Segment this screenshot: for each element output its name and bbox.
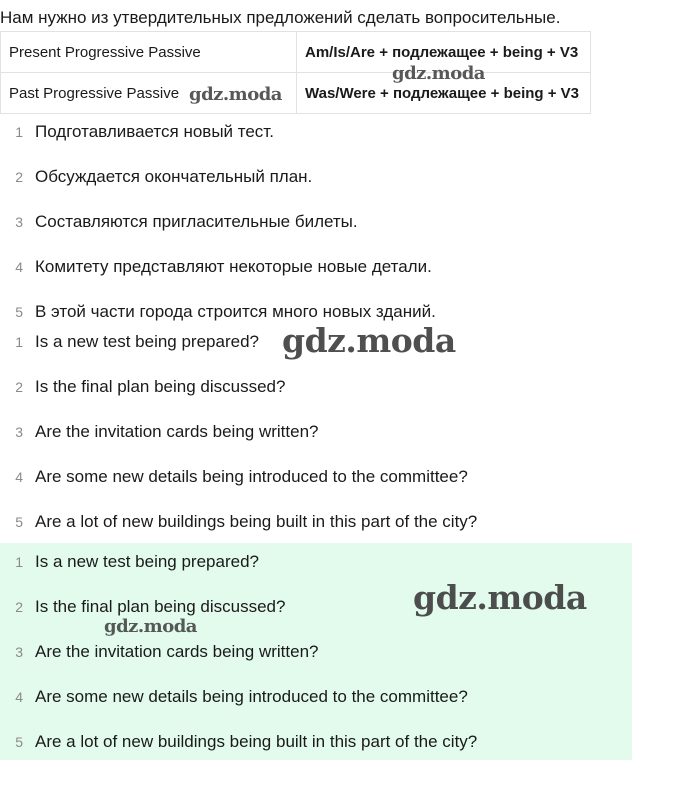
answer-block: [0, 543, 632, 760]
tense-name-cell: Present Progressive Passive: [1, 32, 297, 73]
item-number: 2: [15, 169, 23, 185]
list-item: [0, 250, 632, 295]
answer-text: Is the final plan being discussed?: [35, 597, 286, 616]
watermark-logo: gdz.moda: [189, 84, 282, 105]
list-item: [0, 680, 632, 725]
sentence-text: В этой части города строится много новых зданий.: [35, 302, 436, 321]
watermark-logo: gdz.moda: [282, 321, 456, 360]
item-number: 4: [15, 689, 23, 705]
table-row: [1, 73, 591, 114]
question-text: Are the invitation cards being written?: [35, 422, 319, 441]
formula-cell: Am/Is/Are + подлежащее + being + V3: [297, 32, 591, 73]
item-number: 2: [15, 379, 23, 395]
list-item: [0, 460, 632, 505]
answer-text: Are a lot of new buildings being built in this part of the city?: [35, 732, 478, 751]
item-number: 5: [15, 304, 23, 320]
item-number: 4: [15, 259, 23, 275]
table-row: [1, 32, 591, 73]
item-number: 1: [15, 554, 23, 570]
item-number: 5: [15, 514, 23, 530]
answer-text: Are the invitation cards being written?: [35, 642, 319, 661]
item-number: 1: [15, 334, 23, 350]
list-item: [0, 415, 632, 460]
item-number: 3: [15, 214, 23, 230]
list-item: [0, 635, 632, 680]
list-item: [0, 590, 632, 635]
question-text: Are some new details being introduced to the committee?: [35, 467, 468, 486]
answer-text: Is a new test being prepared?: [35, 552, 259, 571]
item-number: 4: [15, 469, 23, 485]
russian-sentences-list: [0, 115, 632, 340]
answer-text: Are some new details being introduced to the committee?: [35, 687, 468, 706]
sentence-text: Подготавливается новый тест.: [35, 122, 274, 141]
grammar-rules-table: [0, 31, 591, 114]
item-number: 5: [15, 734, 23, 750]
sentence-text: Составляются пригласительные билеты.: [35, 212, 358, 231]
watermark-logo: gdz.moda: [104, 616, 197, 637]
english-questions-list: [0, 325, 632, 550]
list-item: [0, 725, 632, 770]
list-item: [0, 545, 632, 590]
question-text: Are a lot of new buildings being built in this part of the city?: [35, 512, 478, 531]
formula-cell: Was/Were + подлежащее + being + V3: [297, 73, 591, 114]
item-number: 3: [15, 644, 23, 660]
tense-name-cell: Past Progressive Passive: [1, 73, 297, 114]
list-item: [0, 115, 632, 160]
question-text: Is a new test being prepared?: [35, 332, 259, 351]
list-item: [0, 160, 632, 205]
watermark-logo: gdz.moda: [413, 578, 587, 617]
task-instruction: Нам нужно из утвердительных предложений сделать вопросительные.: [0, 8, 561, 27]
question-text: Is the final plan being discussed?: [35, 377, 286, 396]
item-number: 1: [15, 124, 23, 140]
sentence-text: Обсуждается окончательный план.: [35, 167, 313, 186]
list-item: [0, 370, 632, 415]
item-number: 3: [15, 424, 23, 440]
watermark-logo: gdz.moda: [392, 63, 485, 84]
sentence-text: Комитету представляют некоторые новые детали.: [35, 257, 432, 276]
list-item: [0, 325, 632, 370]
item-number: 2: [15, 599, 23, 615]
list-item: [0, 205, 632, 250]
